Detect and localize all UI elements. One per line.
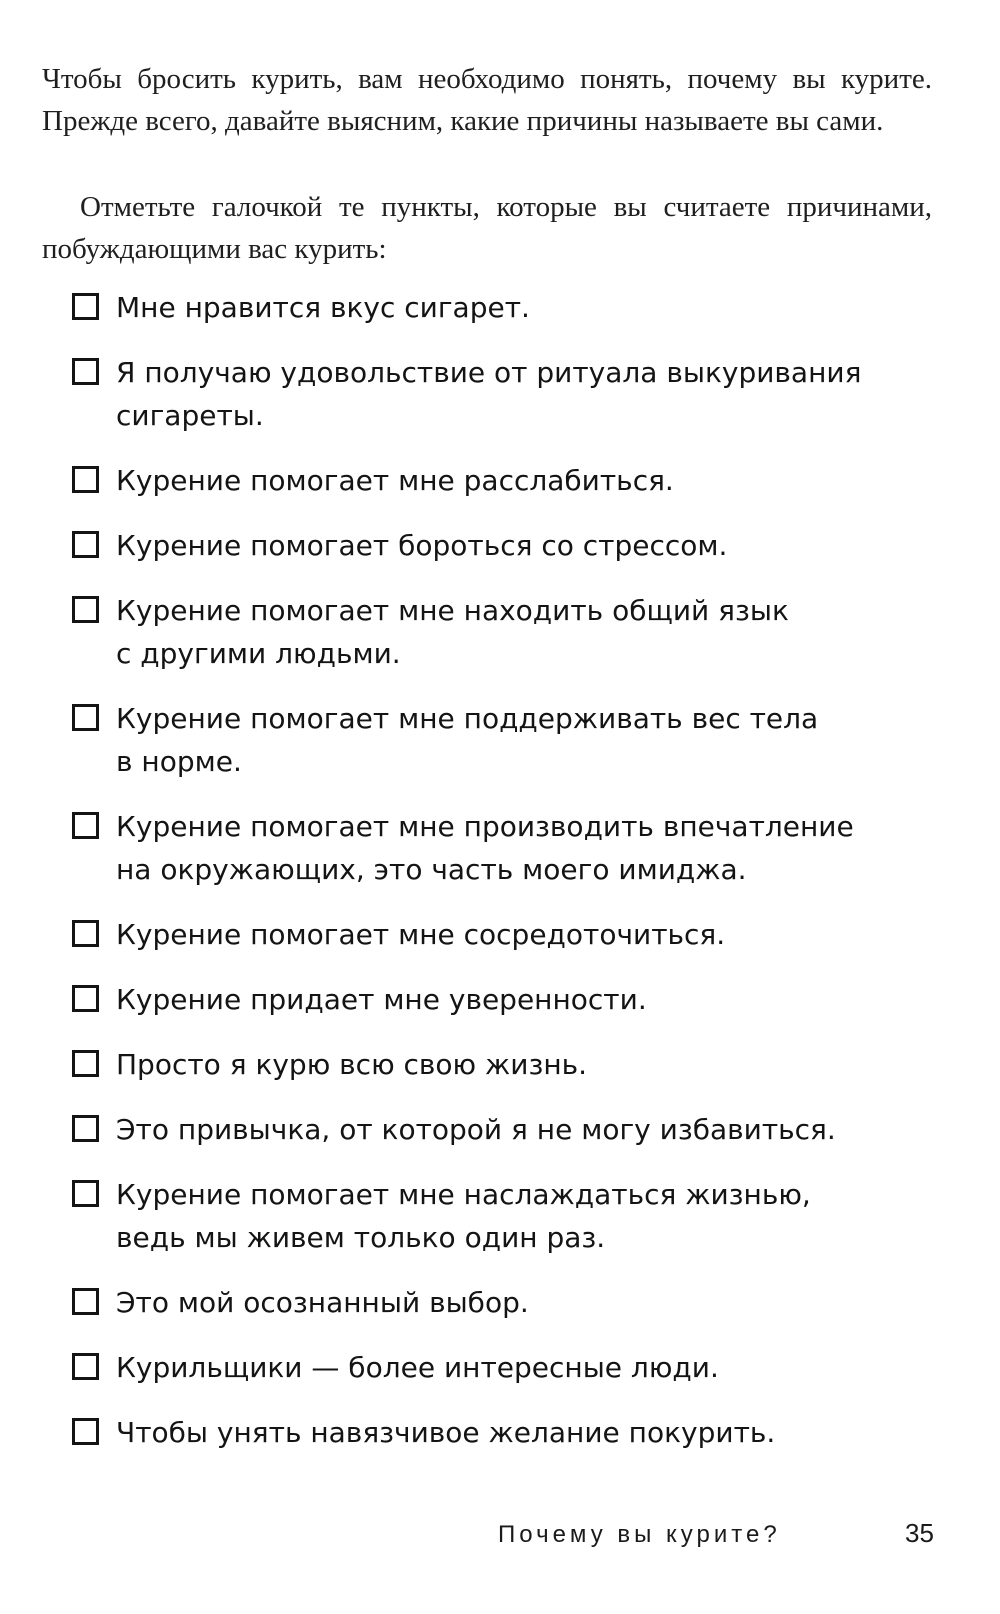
checkbox[interactable] (72, 1180, 99, 1207)
checklist-item[interactable] (72, 1108, 952, 1151)
checklist-item[interactable] (72, 351, 892, 437)
checklist-item[interactable] (72, 913, 952, 956)
checklist-item[interactable] (72, 1173, 832, 1259)
checklist-item-label: Чтобы унять навязчивое желание покурить. (116, 1416, 776, 1449)
checkbox[interactable] (72, 704, 99, 731)
checklist-item[interactable] (72, 1281, 952, 1324)
checklist-item[interactable] (72, 805, 862, 891)
checklist-item-label: Это мой осознанный выбор. (116, 1286, 529, 1319)
checklist-item-label: Курение придает мне уверенности. (116, 983, 647, 1016)
checkbox[interactable] (72, 985, 99, 1012)
checkbox[interactable] (72, 358, 99, 385)
checklist-item-label: Курильщики — более интересные люди. (116, 1351, 719, 1384)
checklist-item[interactable] (72, 459, 952, 502)
checklist-item-label: Я получаю удовольствие от ритуала выкуривания сигареты. (116, 356, 862, 432)
checkbox[interactable] (72, 812, 99, 839)
checklist-item-label: Мне нравится вкус сигарет. (116, 291, 530, 324)
checklist-item[interactable] (72, 1411, 952, 1454)
checklist-item-label: Курение помогает мне находить общий язык с другими людьми. (116, 594, 789, 670)
checkbox[interactable] (72, 920, 99, 947)
intro-paragraph-2: Отметьте галочкой те пункты, которые вы считаете причинами, побуждающими вас курить: (42, 191, 932, 265)
checklist-item[interactable] (72, 978, 952, 1021)
checklist-item-label: Курение помогает мне наслаждаться жизнью, ведь мы живем только один раз. (116, 1178, 811, 1254)
checkbox[interactable] (72, 1353, 99, 1380)
checkbox[interactable] (72, 466, 99, 493)
checklist-item[interactable] (72, 1346, 952, 1389)
checklist-item-label: Просто я курю всю свою жизнь. (116, 1048, 588, 1081)
checklist-item[interactable] (72, 524, 952, 567)
checklist-item-label: Курение помогает мне сосредоточиться. (116, 918, 726, 951)
running-footer-title: Почему вы курите? (498, 1521, 781, 1548)
checkbox[interactable] (72, 1288, 99, 1315)
checkbox[interactable] (72, 1418, 99, 1445)
checkbox[interactable] (72, 1050, 99, 1077)
checklist-item[interactable] (72, 286, 952, 329)
checklist-item[interactable] (72, 1043, 952, 1086)
checkbox[interactable] (72, 531, 99, 558)
checkbox[interactable] (72, 596, 99, 623)
checkbox[interactable] (72, 1115, 99, 1142)
page-number: 35 (905, 1518, 934, 1548)
checkbox[interactable] (72, 293, 99, 320)
intro-paragraph-1: Чтобы бросить курить, вам необходимо понять, почему вы курите. Прежде всего, давайте выясним, какие причины называете вы сами. (42, 63, 932, 137)
checklist-item-label: Это привычка, от которой я не могу избавиться. (116, 1113, 836, 1146)
checklist-item-label: Курение помогает мне производить впечатление на окружающих, это часть моего имиджа. (116, 810, 854, 886)
checklist-item[interactable] (72, 697, 832, 783)
reasons-checklist (72, 286, 952, 1476)
checklist-item-label: Курение помогает мне расслабиться. (116, 464, 674, 497)
checklist-item[interactable] (72, 589, 792, 675)
checklist-item-label: Курение помогает мне поддерживать вес тела в норме. (116, 702, 819, 778)
checklist-item-label: Курение помогает бороться со стрессом. (116, 529, 728, 562)
